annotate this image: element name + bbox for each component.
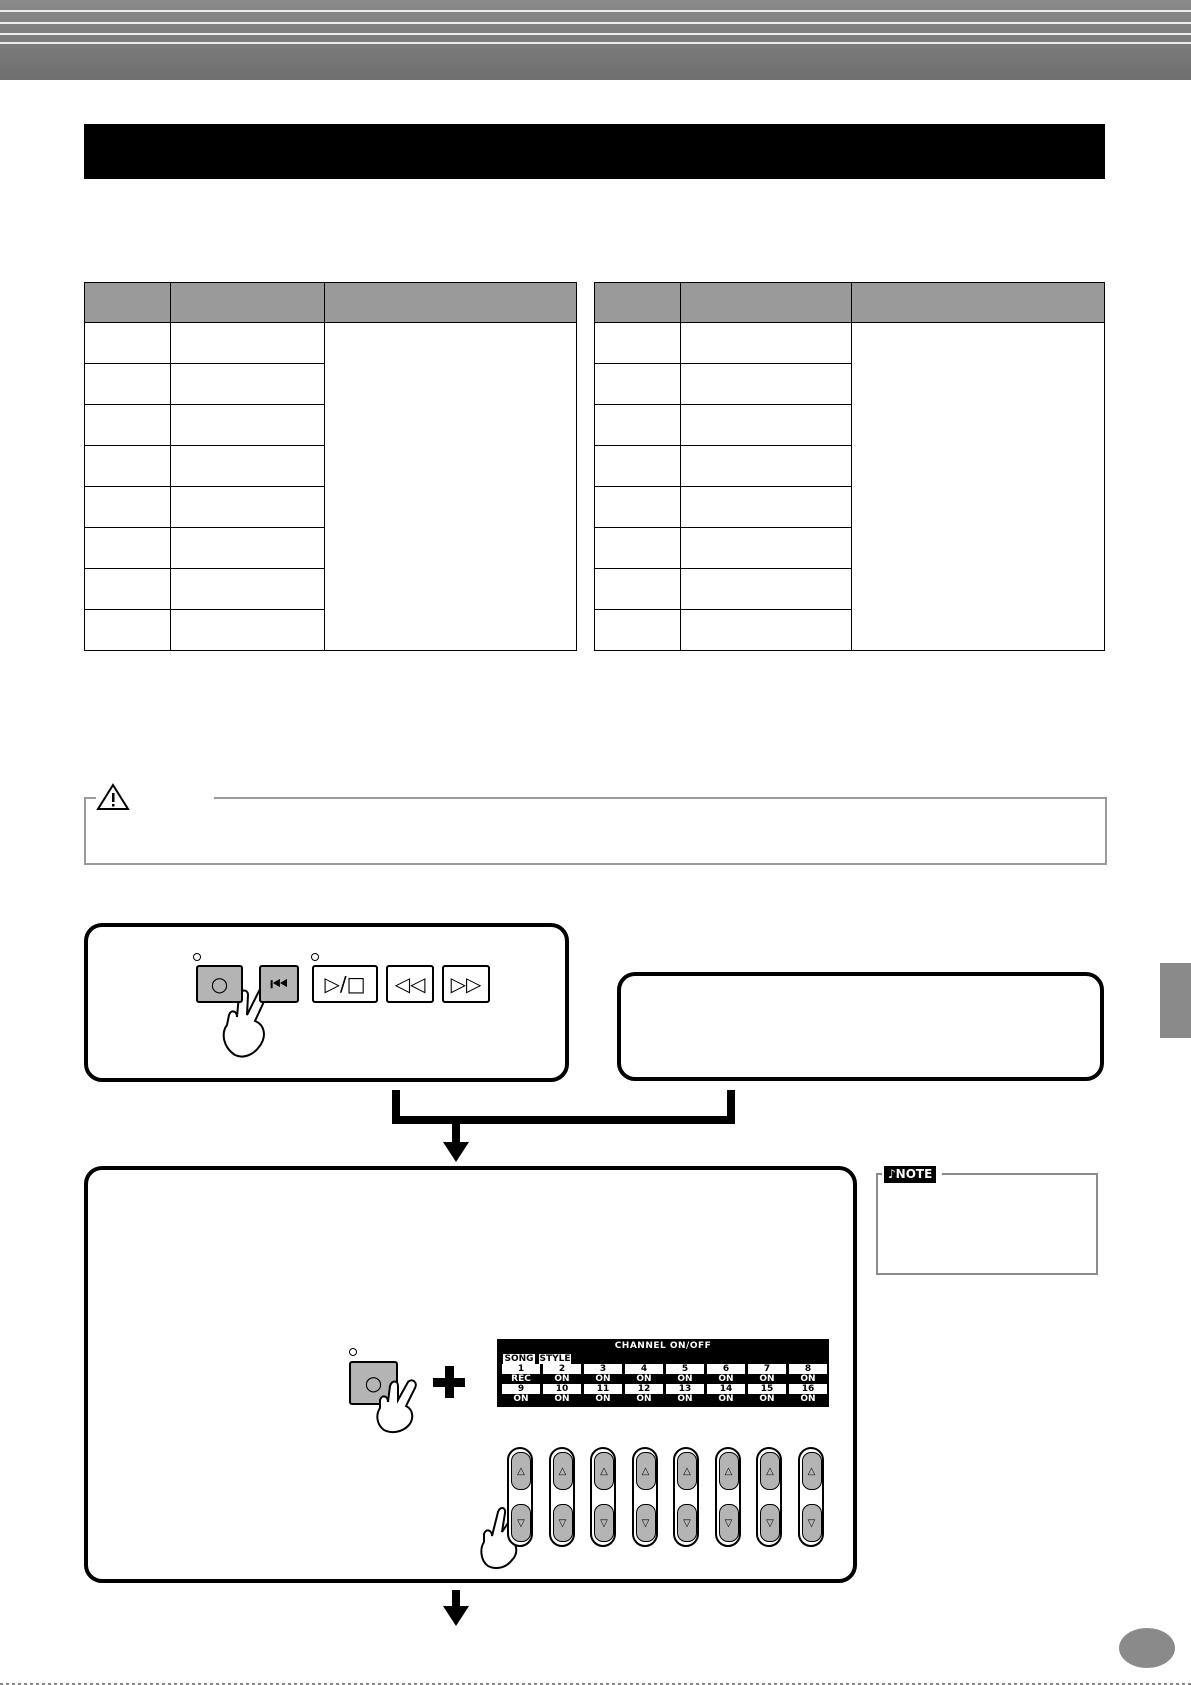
table-header-cell <box>85 283 171 323</box>
chapter-tab <box>1160 963 1191 1038</box>
table-header-cell <box>595 283 681 323</box>
channel-number: 11 <box>584 1384 622 1394</box>
slider-up-button[interactable]: △ <box>511 1452 531 1490</box>
table-cell <box>171 528 325 569</box>
channel-slider[interactable] <box>756 1447 782 1547</box>
channel-status: ON <box>748 1374 786 1384</box>
table-header-cell <box>325 283 577 323</box>
channel-status: ON <box>789 1374 827 1384</box>
page-number-badge <box>1119 1628 1175 1668</box>
note-box <box>876 1173 1098 1275</box>
display-tab-song[interactable]: SONG <box>504 1354 534 1364</box>
channel-status: ON <box>748 1394 786 1404</box>
down-arrow-icon <box>443 1590 469 1626</box>
table-cell <box>171 323 325 364</box>
fast-forward-button[interactable]: ▷▷ <box>442 965 490 1003</box>
channel-number: 10 <box>543 1384 581 1394</box>
slider-down-button[interactable]: ▽ <box>511 1504 531 1542</box>
table-cell <box>681 487 852 528</box>
channel-on-off-display <box>497 1339 829 1407</box>
table-cell <box>85 405 171 446</box>
table-header-row <box>595 283 1105 323</box>
table-cell <box>595 487 681 528</box>
play-stop-button[interactable]: ▷/□ <box>312 965 378 1003</box>
slider-up-button[interactable]: △ <box>719 1452 739 1490</box>
channel-number: 16 <box>789 1384 827 1394</box>
channel-number: 9 <box>502 1384 540 1394</box>
table-cell <box>681 446 852 487</box>
table-cell <box>681 569 852 610</box>
table-cell <box>171 487 325 528</box>
table-cell <box>595 610 681 651</box>
step-box-alternative <box>617 972 1104 1081</box>
table-row <box>85 323 577 364</box>
table-cell <box>595 364 681 405</box>
channel-number: 6 <box>707 1364 745 1374</box>
caution-box <box>84 797 1107 865</box>
slider-up-button[interactable]: △ <box>594 1452 614 1490</box>
table-cell <box>85 569 171 610</box>
table-cell <box>595 405 681 446</box>
section-title-bar <box>84 124 1105 179</box>
channel-number: 13 <box>666 1384 704 1394</box>
channel-number: 7 <box>748 1364 786 1374</box>
header-stripe <box>0 33 1191 35</box>
table-cell <box>85 528 171 569</box>
table-header-cell <box>171 283 325 323</box>
channel-slider[interactable] <box>798 1447 824 1547</box>
slider-up-button[interactable]: △ <box>636 1452 656 1490</box>
play-led-indicator <box>311 953 319 961</box>
top-button[interactable]: ⏮ <box>259 965 299 1003</box>
channel-number: 12 <box>625 1384 663 1394</box>
pressing-finger-icon <box>372 1374 422 1434</box>
music-note-icon: ♪ <box>888 1167 896 1181</box>
slider-down-button[interactable]: ▽ <box>636 1504 656 1542</box>
slider-down-button[interactable]: ▽ <box>802 1504 822 1542</box>
slider-down-button[interactable]: ▽ <box>553 1504 573 1542</box>
channel-status: ON <box>789 1394 827 1404</box>
table-cell <box>85 364 171 405</box>
channel-status: REC <box>502 1374 540 1384</box>
slider-down-button[interactable]: ▽ <box>760 1504 780 1542</box>
table-cell <box>85 446 171 487</box>
channel-status: ON <box>543 1374 581 1384</box>
table-cell <box>681 405 852 446</box>
rec-led-indicator <box>193 953 201 961</box>
left-table <box>84 282 577 651</box>
rec-button-large[interactable]: ○ <box>349 1361 398 1405</box>
display-tab-style[interactable]: STYLE <box>539 1354 571 1364</box>
table-merged-cell <box>325 323 577 651</box>
table-cell <box>595 528 681 569</box>
table-header-row <box>85 283 577 323</box>
slider-up-button[interactable]: △ <box>802 1452 822 1490</box>
table-cell <box>85 323 171 364</box>
slider-down-button[interactable]: ▽ <box>677 1504 697 1542</box>
right-table <box>594 282 1105 651</box>
rec-button[interactable]: ○ <box>196 965 243 1003</box>
table-cell <box>85 487 171 528</box>
channel-number: 8 <box>789 1364 827 1374</box>
note-label-text: NOTE <box>895 1167 933 1181</box>
table-header-cell <box>681 283 852 323</box>
channel-slider[interactable] <box>715 1447 741 1547</box>
plus-icon <box>445 1366 454 1398</box>
channel-slider[interactable] <box>507 1447 533 1547</box>
header-stripe <box>0 10 1191 12</box>
channel-status: ON <box>625 1374 663 1384</box>
channel-number: 2 <box>543 1364 581 1374</box>
table-cell <box>595 323 681 364</box>
slider-up-button[interactable]: △ <box>677 1452 697 1490</box>
channel-slider[interactable] <box>549 1447 575 1547</box>
channel-number: 5 <box>666 1364 704 1374</box>
channel-status: ON <box>584 1394 622 1404</box>
rewind-button[interactable]: ◁◁ <box>386 965 434 1003</box>
channel-status: ON <box>625 1394 663 1404</box>
channel-status: ON <box>707 1394 745 1404</box>
rec-led-indicator <box>349 1348 357 1356</box>
channel-status: ON <box>666 1394 704 1404</box>
channel-status: ON <box>584 1374 622 1384</box>
channel-number: 14 <box>707 1384 745 1394</box>
slider-up-button[interactable]: △ <box>553 1452 573 1490</box>
channel-status: ON <box>502 1394 540 1404</box>
channel-number: 3 <box>584 1364 622 1374</box>
table-merged-cell <box>852 323 1105 651</box>
table-cell <box>595 446 681 487</box>
table-header-cell <box>852 283 1105 323</box>
table-row <box>595 323 1105 364</box>
table-cell <box>171 446 325 487</box>
table-cell <box>171 364 325 405</box>
table-cell <box>171 610 325 651</box>
channel-slider[interactable] <box>632 1447 658 1547</box>
slider-down-button[interactable]: ▽ <box>719 1504 739 1542</box>
table-cell <box>595 569 681 610</box>
table-cell <box>681 323 852 364</box>
table-cell <box>681 364 852 405</box>
channel-number: 1 <box>502 1364 540 1374</box>
channel-slider[interactable] <box>673 1447 699 1547</box>
note-label <box>884 1166 936 1183</box>
channel-number: 15 <box>748 1384 786 1394</box>
channel-status: ON <box>666 1374 704 1384</box>
display-title: CHANNEL ON/OFF <box>614 1341 712 1351</box>
channel-status: ON <box>543 1394 581 1404</box>
header-stripe <box>0 42 1191 44</box>
table-cell <box>681 610 852 651</box>
warning-triangle-icon <box>96 782 130 812</box>
channel-slider[interactable] <box>590 1447 616 1547</box>
table-cell <box>681 528 852 569</box>
header-stripe <box>0 22 1191 24</box>
channel-status: ON <box>707 1374 745 1384</box>
slider-down-button[interactable]: ▽ <box>594 1504 614 1542</box>
header-band <box>0 0 1191 80</box>
table-cell <box>171 569 325 610</box>
table-cell <box>85 610 171 651</box>
table-cell <box>171 405 325 446</box>
slider-up-button[interactable]: △ <box>760 1452 780 1490</box>
down-arrow-icon <box>443 1120 469 1162</box>
channel-number: 4 <box>625 1364 663 1374</box>
